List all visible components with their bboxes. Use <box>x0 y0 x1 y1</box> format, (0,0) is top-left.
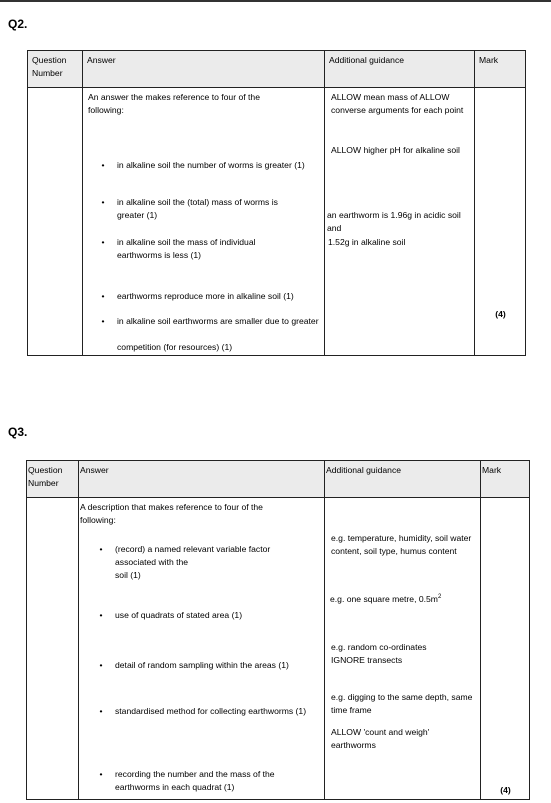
q3-header-question: Question Number <box>28 465 63 488</box>
q3-intro: A description that makes reference to four of the following: <box>80 502 263 525</box>
q3-header-row <box>27 461 530 498</box>
bullet-icon: • <box>99 706 103 716</box>
q3-question-number-cell <box>27 498 79 800</box>
bullet-icon: • <box>99 769 103 779</box>
q2-header-mark: Mark <box>479 55 499 65</box>
q2-question-number-cell <box>28 88 83 356</box>
q3-guidance-5: e.g. digging to the same depth, same time frame <box>331 692 473 715</box>
q3-answer-point-5: recording the number and the mass of the earthworms in each quadrat (1) <box>115 769 275 792</box>
q2-guidance-2: ALLOW higher pH for alkaline soil <box>331 145 460 155</box>
q3-answer-point-1: (record) a named relevant variable factor associated with the <box>115 544 271 567</box>
q3-guidance-2-text: e.g. one square metre, 0.5m <box>330 594 438 604</box>
q2-answer-point-1: in alkaline soil the number of worms is greater (1) <box>117 160 305 170</box>
q2-guidance-1: ALLOW mean mass of ALLOW converse arguments for each point <box>331 92 464 115</box>
q3-body-row <box>27 498 530 800</box>
q2-answer-point-5: in alkaline soil earthworms are smaller due to greater <box>117 316 319 326</box>
q3-heading: Q3. <box>8 425 28 439</box>
q3-guidance-4: IGNORE transects <box>331 655 403 665</box>
bullet-icon: • <box>101 291 105 301</box>
q3-guidance-2 <box>330 593 478 606</box>
q3-header-answer: Answer <box>80 465 109 475</box>
q3-answer-point-2: use of quadrats of stated area (1) <box>115 610 243 620</box>
q3-guidance-6-text: ALLOW 'count and weigh' earthworms <box>331 727 430 750</box>
bullet-icon: • <box>101 316 105 326</box>
q3-mark: (4) <box>500 785 511 795</box>
bullet-icon: • <box>99 610 103 620</box>
q3-header-mark: Mark <box>482 465 502 475</box>
q3-answer-point-1-continued: soil (1) <box>115 570 141 580</box>
q2-answer-point-5-continued: competition (for resources) (1) <box>117 342 233 352</box>
q3-guidance-2-superscript: 2 <box>437 594 442 601</box>
bullet-icon: • <box>101 160 105 170</box>
q3-guidance-3: e.g. random co-ordinates <box>331 642 427 652</box>
q3-answer-point-3: detail of random sampling within the areas (1) <box>115 660 289 670</box>
top-rule <box>0 0 551 2</box>
q2-body-row <box>28 88 526 356</box>
q3-mark-scheme-table <box>26 460 530 800</box>
q2-guidance-3: an earthworm is 1.96g in acidic soil and <box>327 210 461 233</box>
q2-header-question: Question Number <box>32 55 67 78</box>
q3-header-guidance: Additional guidance <box>326 465 402 475</box>
q3-guidance-1: e.g. temperature, humidity, soil water content, soil type, humus content <box>331 533 472 556</box>
bullet-icon: • <box>99 660 103 670</box>
q2-heading: Q2. <box>8 17 28 31</box>
q3-guidance-6 <box>325 726 450 752</box>
q2-answer-point-3: in alkaline soil the mass of individual earthworms is less (1) <box>117 237 256 260</box>
q2-intro: An answer the makes reference to four of the following: <box>88 92 260 115</box>
q2-mark: (4) <box>495 309 506 319</box>
q2-answer-point-2: in alkaline soil the (total) mass of worms is greater (1) <box>117 197 278 220</box>
q2-header-guidance: Additional guidance <box>329 55 405 65</box>
q2-header-answer: Answer <box>87 55 116 65</box>
bullet-icon: • <box>99 544 103 554</box>
q2-answer-point-4: earthworms reproduce more in alkaline soil (1) <box>117 291 294 301</box>
q2-header-row <box>28 51 526 88</box>
bullet-icon: • <box>101 237 105 247</box>
q2-mark-scheme-table <box>27 50 526 356</box>
q2-guidance-4: 1.52g in alkaline soil <box>328 237 406 247</box>
q3-answer-point-4: standardised method for collecting earthworms (1) <box>115 706 307 716</box>
bullet-icon: • <box>101 197 105 207</box>
